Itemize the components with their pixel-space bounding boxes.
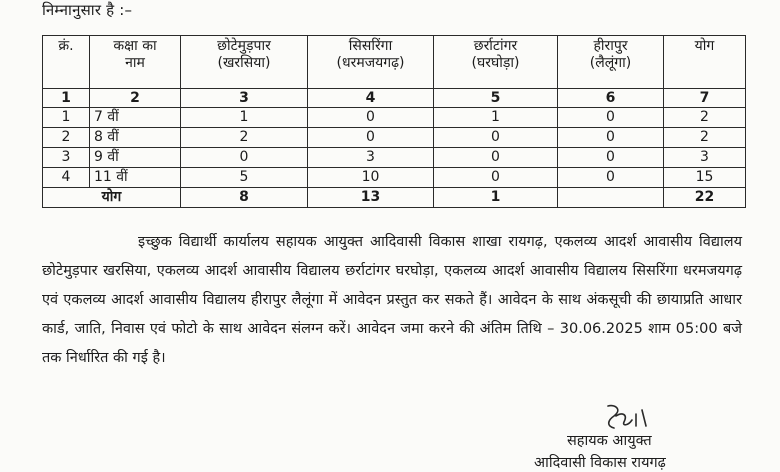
total-label: योग <box>43 188 181 208</box>
cell-hirapur: 0 <box>558 148 664 168</box>
cell-chharratangar: 1 <box>434 108 558 128</box>
signature-scribble <box>602 402 662 432</box>
header-chharratangar: छर्राटांगर (घरघोड़ा) <box>434 36 558 89</box>
signatory-designation: सहायक आयुक्त <box>567 433 652 449</box>
cell-chhotemudpar: 2 <box>181 128 308 148</box>
cell-chharratangar: 0 <box>434 128 558 148</box>
column-number: 1 <box>43 89 90 108</box>
cell-serial: 3 <box>43 148 90 168</box>
cell-hirapur: 0 <box>558 108 664 128</box>
cell-serial: 4 <box>43 168 90 188</box>
column-number: 4 <box>308 89 434 108</box>
header-total: योग <box>664 36 746 89</box>
cell-class: 7 वीं <box>90 108 181 128</box>
cell-class: 11 वीं <box>90 168 181 188</box>
column-number-row <box>43 89 746 108</box>
column-number: 7 <box>664 89 746 108</box>
cell-serial: 2 <box>43 128 90 148</box>
column-number: 6 <box>558 89 664 108</box>
seat-table <box>42 35 746 208</box>
table-row <box>43 128 746 148</box>
header-class: कक्षा का नाम <box>90 36 181 89</box>
column-number: 5 <box>434 89 558 108</box>
total-sisringa: 13 <box>308 188 434 208</box>
table-row <box>43 108 746 128</box>
column-number: 2 <box>90 89 181 108</box>
cell-sisringa: 3 <box>308 148 434 168</box>
cell-sisringa: 10 <box>308 168 434 188</box>
total-hirapur <box>558 188 664 208</box>
cell-serial: 1 <box>43 108 90 128</box>
cell-total: 2 <box>664 108 746 128</box>
cell-class: 8 वीं <box>90 128 181 148</box>
cell-chharratangar: 0 <box>434 148 558 168</box>
cell-sisringa: 0 <box>308 108 434 128</box>
cell-hirapur: 0 <box>558 168 664 188</box>
header-row <box>43 36 746 89</box>
cell-total: 15 <box>664 168 746 188</box>
cell-class: 9 वीं <box>90 148 181 168</box>
instructions-paragraph: इच्छुक विद्यार्थी कार्यालय सहायक आयुक्त आदिवासी विकास शाखा रायगढ़, एकलव्य आदर्श आवासीय विद्यालय छोटेमुड़पार खरसिया, एकलव्य आदर्श आवासीय विद्यालय छर्राटांगर घरघोड़ा, एकलव्य आदर्श आवासीय विद्यालय सिसरिंगा धरमजयगढ़ एवं एकलव्य आदर्श आवासीय विद्यालय हीरापुर लैलूंगा में आवेदन प्रस्तुत कर सकते हैं। आवेदन के साथ अंकसूची की छायाप्रति आधार कार्ड, जाति, निवास एवं फोटो के साथ आवेदन संलग्न करें। आवेदन जमा करने की अंतिम तिथि – 30.06.2025 शाम 05:00 बजे तक निर्धारित की गई है। <box>42 234 742 366</box>
header-serial: क्रं. <box>43 36 90 89</box>
header-chhotemudpar: छोटेमुड़पार (खरसिया) <box>181 36 308 89</box>
column-number: 3 <box>181 89 308 108</box>
table-row <box>43 148 746 168</box>
signatory-office: आदिवासी विकास रायगढ़ <box>534 455 666 471</box>
total-chharratangar: 1 <box>434 188 558 208</box>
total-chhotemudpar: 8 <box>181 188 308 208</box>
cell-chhotemudpar: 5 <box>181 168 308 188</box>
table-row <box>43 168 746 188</box>
header-sisringa: सिसरिंगा (धरमजयगढ़) <box>308 36 434 89</box>
header-hirapur: हीरापुर (लैलूंगा) <box>558 36 664 89</box>
cell-total: 2 <box>664 128 746 148</box>
total-row <box>43 188 746 208</box>
cell-chhotemudpar: 0 <box>181 148 308 168</box>
cell-total: 3 <box>664 148 746 168</box>
cell-chharratangar: 0 <box>434 168 558 188</box>
cell-sisringa: 0 <box>308 128 434 148</box>
cell-hirapur: 0 <box>558 128 664 148</box>
intro-text: निम्नानुसार है :– <box>42 1 133 19</box>
total-grand: 22 <box>664 188 746 208</box>
cell-chhotemudpar: 1 <box>181 108 308 128</box>
